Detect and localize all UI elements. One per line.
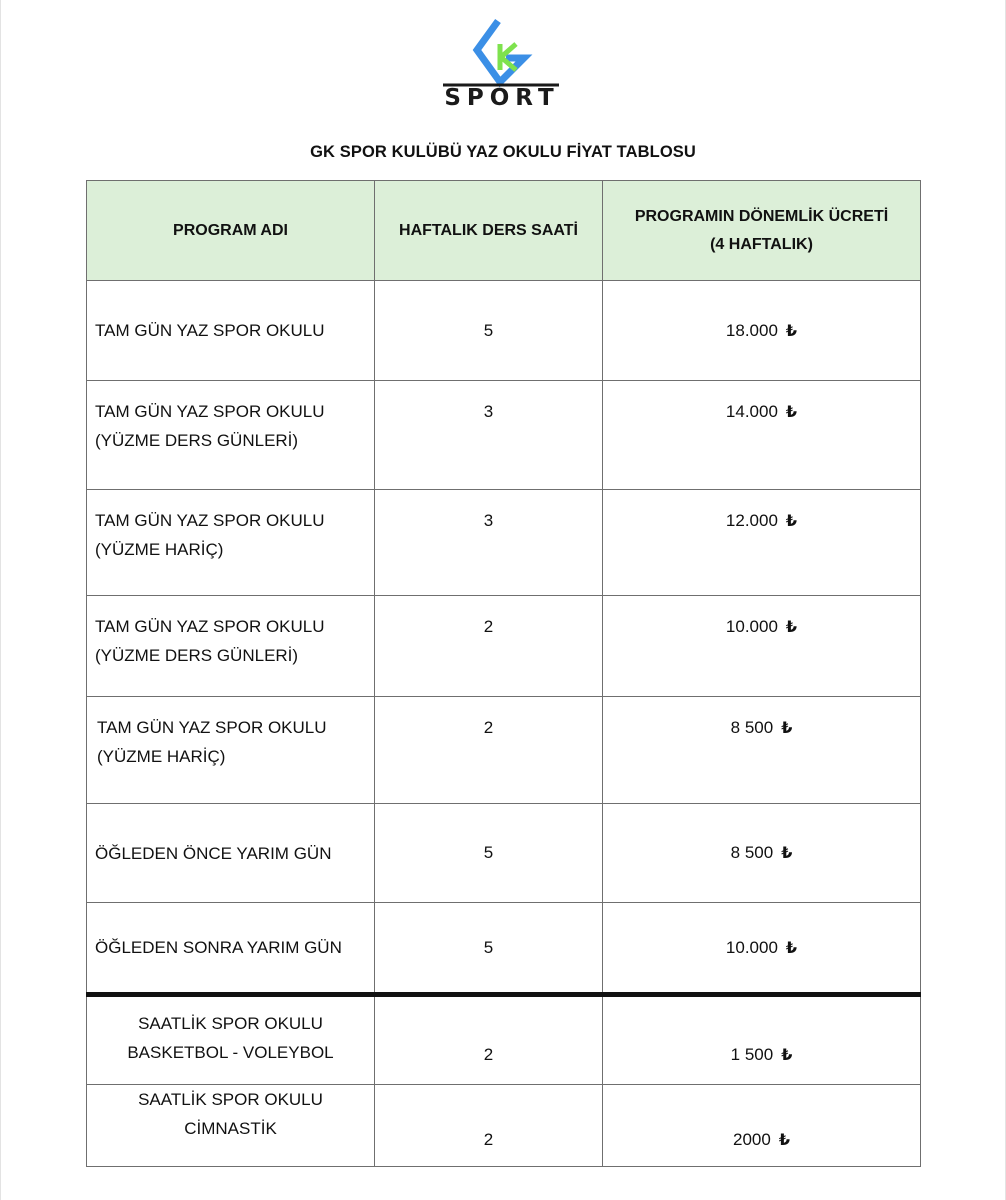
price-cell	[603, 490, 921, 596]
table-row	[87, 995, 921, 1085]
program-name-line1: TAM GÜN YAZ SPOR OKULU	[95, 402, 325, 421]
lira-icon: ₺	[778, 1131, 790, 1149]
price-value: 12.000	[725, 511, 778, 530]
price-cell	[603, 995, 921, 1085]
price-cell	[603, 903, 921, 995]
program-name-cell	[87, 1085, 375, 1167]
price-table	[86, 180, 921, 1167]
table-row	[87, 490, 921, 596]
table-header-row	[87, 181, 921, 281]
program-name-cell	[87, 804, 375, 903]
lira-icon: ₺	[785, 619, 798, 636]
price-value: 1 500	[730, 1044, 774, 1064]
price-value: 14.000	[725, 402, 778, 421]
program-name-cell	[87, 995, 375, 1085]
program-name-line1: SAATLİK SPOR OKULU	[138, 1090, 323, 1109]
program-name-cell	[87, 381, 375, 490]
header-term-fee	[603, 181, 921, 281]
table-row	[87, 381, 921, 490]
header-weekly-hours: HAFTALIK DERS SAATİ	[375, 181, 603, 281]
weekly-hours-cell: 2	[375, 995, 603, 1085]
program-name-cell	[87, 697, 375, 804]
price-cell	[603, 1085, 921, 1167]
program-name-cell	[87, 281, 375, 381]
program-name-cell	[87, 903, 375, 995]
weekly-hours-cell: 2	[375, 596, 603, 697]
price-value: 18.000	[725, 320, 778, 340]
program-name-line2: (YÜZME HARİÇ)	[95, 540, 224, 559]
price-cell	[603, 281, 921, 381]
lira-icon: ₺	[781, 845, 793, 862]
price-value: 10.000	[725, 937, 778, 957]
program-name-cell	[87, 490, 375, 596]
weekly-hours-cell: 3	[375, 381, 603, 490]
weekly-hours-cell: 2	[375, 1085, 603, 1167]
price-value: 8 500	[730, 843, 774, 862]
program-name-line1: TAM GÜN YAZ SPOR OKULU	[95, 511, 325, 530]
program-name-line2: BASKETBOL - VOLEYBOL	[127, 1043, 334, 1062]
price-value: 10.000	[725, 617, 778, 636]
lira-icon: ₺	[781, 1046, 793, 1064]
price-cell	[603, 804, 921, 903]
table-row	[87, 281, 921, 381]
price-cell	[603, 381, 921, 490]
price-cell	[603, 596, 921, 697]
program-name-line2: (YÜZME HARİÇ)	[97, 747, 226, 766]
header-term-fee-line1: PROGRAMIN DÖNEMLİK ÜCRETİ	[634, 207, 889, 225]
program-name-line1: TAM GÜN YAZ SPOR OKULU	[97, 718, 327, 737]
program-name-line1: SAATLİK SPOR OKULU	[138, 1014, 323, 1033]
lira-icon: ₺	[785, 404, 798, 421]
table-row	[87, 903, 921, 995]
table-row	[87, 804, 921, 903]
program-name-cell	[87, 596, 375, 697]
weekly-hours-cell: 3	[375, 490, 603, 596]
program-name-line1: ÖĞLEDEN ÖNCE YARIM GÜN	[95, 843, 332, 863]
program-name-line1: TAM GÜN YAZ SPOR OKULU	[95, 321, 325, 340]
header-program-name: PROGRAM ADI	[87, 181, 375, 281]
table-row	[87, 596, 921, 697]
table-row	[87, 1085, 921, 1167]
lira-icon: ₺	[785, 322, 798, 340]
program-name-line1: TAM GÜN YAZ SPOR OKULU	[95, 617, 325, 636]
weekly-hours-cell: 5	[375, 804, 603, 903]
price-value: 2000	[733, 1129, 771, 1149]
header-term-fee-line2: (4 HAFTALIK)	[710, 235, 813, 253]
page-title: GK SPOR KULÜBÜ YAZ OKULU FİYAT TABLOSU	[310, 143, 696, 161]
price-value: 8 500	[730, 718, 774, 737]
lira-icon: ₺	[785, 513, 798, 530]
table-row	[87, 697, 921, 804]
lira-icon: ₺	[785, 939, 798, 957]
weekly-hours-cell: 5	[375, 281, 603, 381]
program-name-line2: (YÜZME DERS GÜNLERİ)	[95, 431, 299, 450]
lira-icon: ₺	[781, 720, 793, 737]
program-name-line2: (YÜZME DERS GÜNLERİ)	[95, 646, 299, 665]
weekly-hours-cell: 2	[375, 697, 603, 804]
logo-wordmark: SPORT	[444, 85, 560, 111]
program-name-line2: CİMNASTİK	[184, 1119, 277, 1138]
price-cell	[603, 697, 921, 804]
weekly-hours-cell: 5	[375, 903, 603, 995]
program-name-line1: ÖĞLEDEN SONRA YARIM GÜN	[95, 938, 342, 957]
